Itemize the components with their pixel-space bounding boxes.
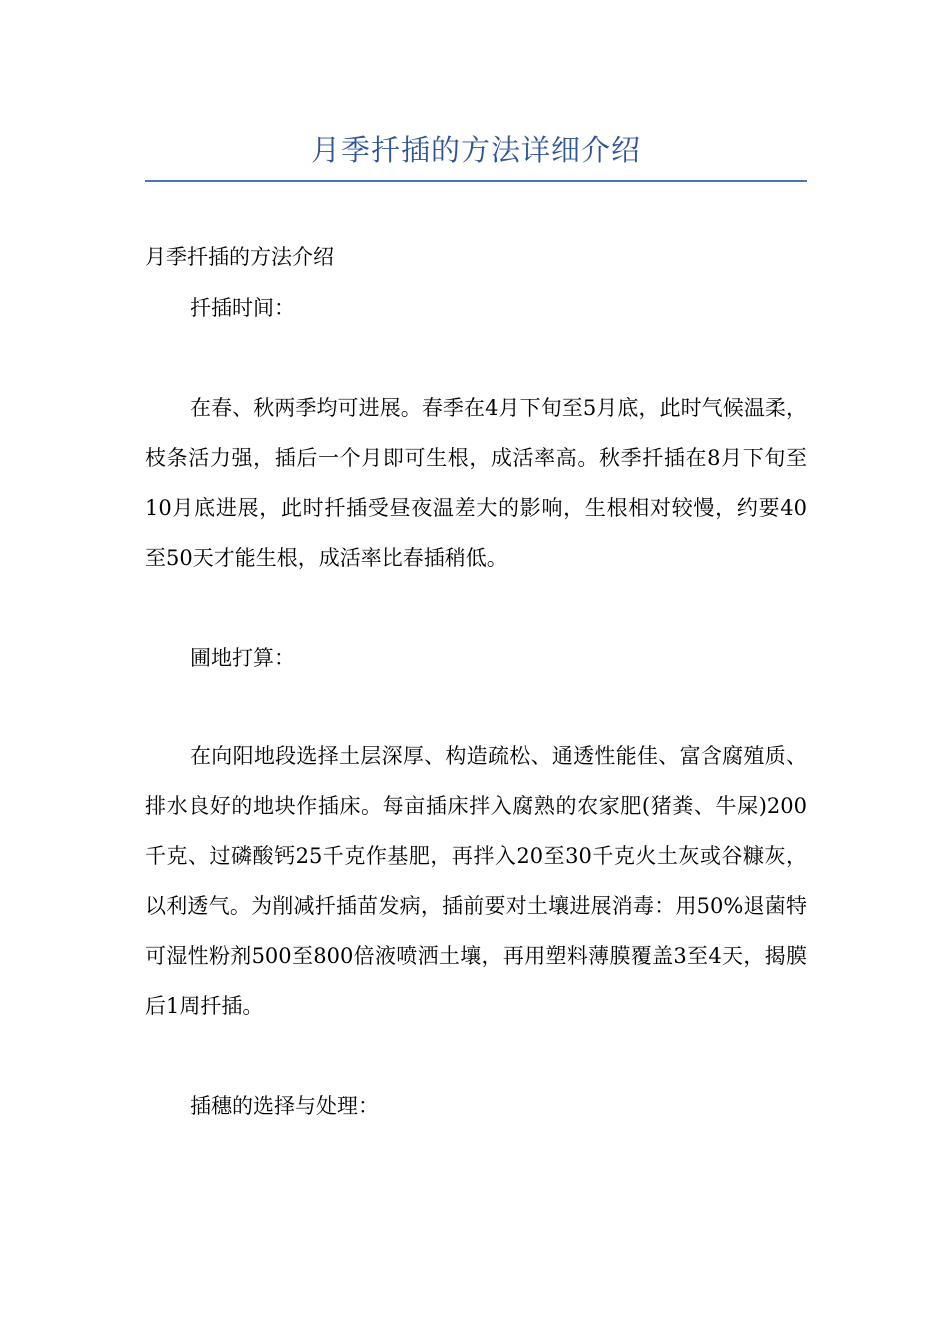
title-underline: [145, 180, 807, 182]
subheading-cutting-selection: 插穗的选择与处理：: [190, 1094, 379, 1118]
subheading-nursery-preparation: 圃地打算：: [190, 646, 295, 670]
subheading-cutting-time: 扦插时间：: [190, 296, 295, 320]
section-heading: 月季扦插的方法介绍: [145, 245, 334, 269]
paragraph-cutting-time: 在春、秋两季均可进展。春季在4月下旬至5月底，此时气候温柔，枝条活力强，插后一个月即可生根，成活率高。秋季扦插在8月下旬至10月底进展，此时扦插受昼夜温差大的影响，生根相对较慢，约要40至50天才能生根，成活率比春插稍低。: [145, 396, 807, 570]
document-title: 月季扦插的方法详细介绍: [310, 133, 641, 167]
paragraph-nursery-preparation: 在向阳地段选择土层深厚、构造疏松、通透性能佳、富含腐殖质、排水良好的地块作插床。每亩插床拌入腐熟的农家肥(猪粪、牛屎)200千克、过磷酸钙25千克作基肥，再拌入20至30千克火土灰或谷糠灰，以利透气。为削减扦插苗发病，插前要对土壤进展消毒：用50%退菌特可湿性粉剂500至800倍液喷洒土壤，再用塑料薄膜覆盖3至4天，揭膜后1周扦插。: [145, 744, 807, 1018]
